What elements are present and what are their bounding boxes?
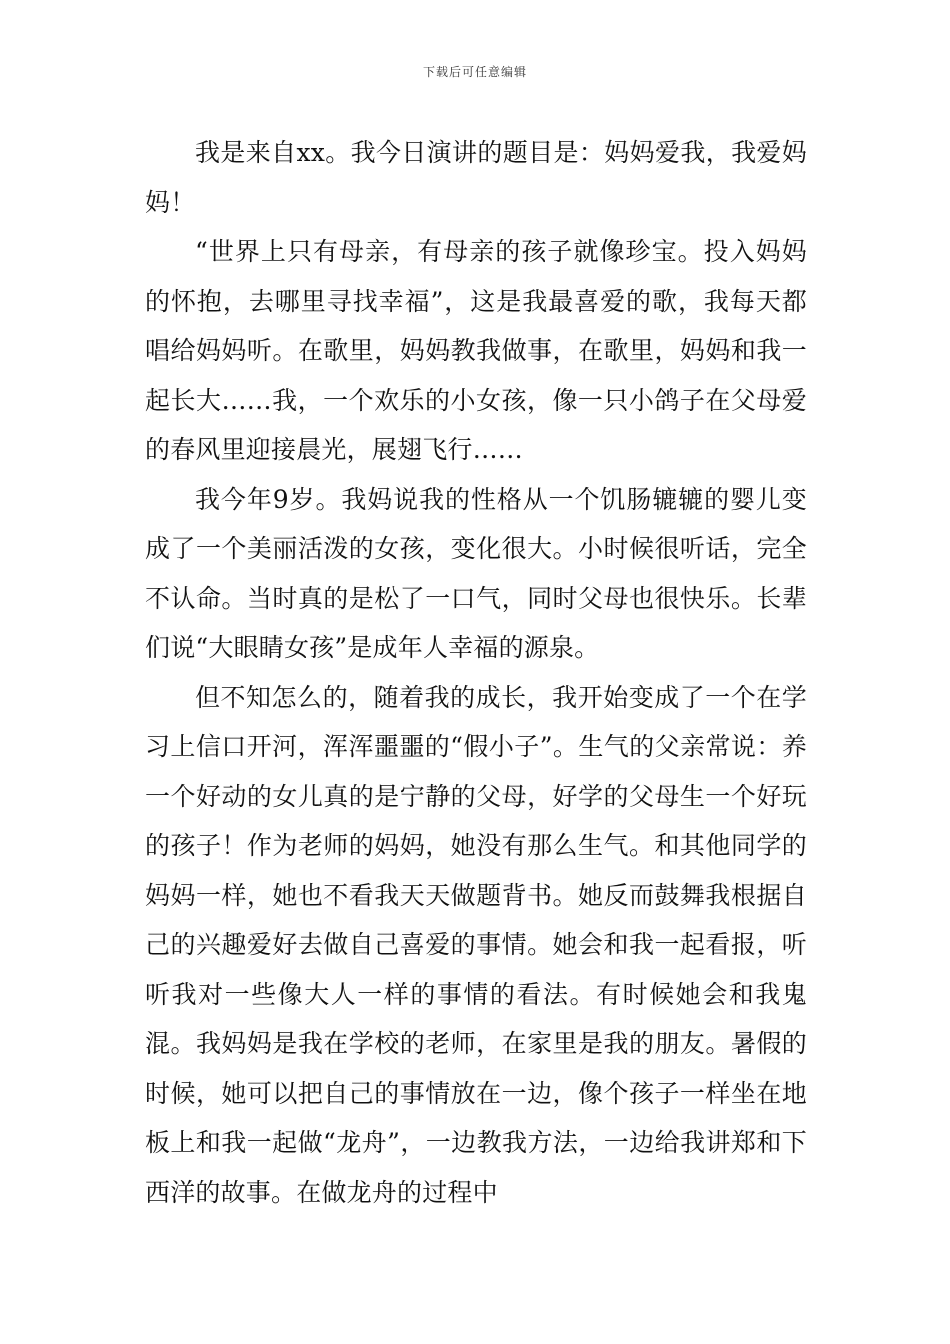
header-note: 下载后可任意编辑 [422, 65, 527, 79]
paragraph-2: “世界上只有母亲，有母亲的孩子就像珍宝。投入妈妈的怀抱，去哪里寻找幸福”，这是我最喜爱的歌，我每天都唱给妈妈听。在歌里，妈妈教我做事，在歌里，妈妈和我一起长大……我，一个欢乐的小女孩，像一只小鸽子在父母爱的春风里迎接晨光，展翅飞行…… [145, 237, 807, 464]
paragraph-4: 但不知怎么的，随着我的成长，我开始变成了一个在学习上信口开河，浑浑噩噩的“假小子”。生气的父亲常说：养一个好动的女儿真的是宁静的父母，好学的父母生一个好玩的孩子！作为老师的妈妈，她没有那么生气。和其他同学的妈妈一样，她也不看我天天做题背书。她反而鼓舞我根据自己的兴趣爱好去做自己喜爱的事情。她会和我一起看报，听听我对一些像大人一样的事情的看法。有时候她会和我鬼混。我妈妈是我在学校的老师，在家里是我的朋友。暑假的时候，她可以把自己的事情放在一边，像个孩子一样坐在地板上和我一起做“龙舟”，一边教我方法，一边给我讲郑和下西洋的故事。在做龙舟的过程中 [145, 682, 807, 1207]
document-body [145, 128, 807, 1217]
paragraph-1: 我是来自xx。我今日演讲的题目是：妈妈爱我，我爱妈妈！ [145, 138, 807, 217]
paragraph-3: 我今年9岁。我妈说我的性格从一个饥肠辘辘的婴儿变成了一个美丽活泼的女孩，变化很大。小时候很听话，完全不认命。当时真的是松了一口气，同时父母也很快乐。长辈们说“大眼睛女孩”是成年人幸福的源泉。 [145, 484, 807, 662]
